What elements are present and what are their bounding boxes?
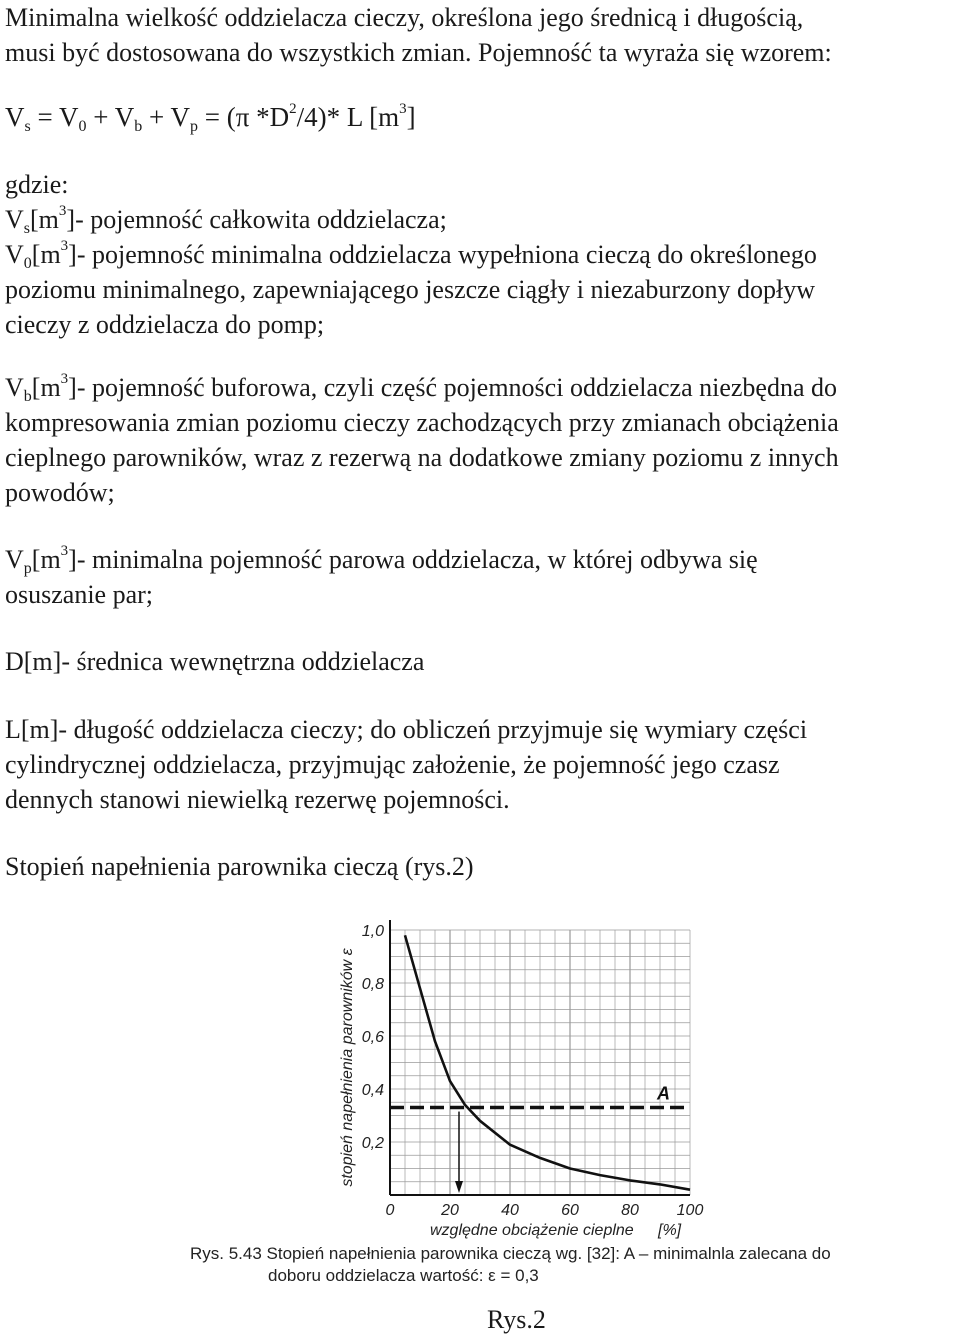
- intro-line-1: Minimalna wielkość oddzielacza cieczy, określona jego średnicą i długością,: [5, 3, 804, 32]
- def-vb: $V_b[m^3]-$ pojemność buforowa, czyli część pojemności oddzielacza niezbędna do kompresowania zmian poziomu cieczy zachodzących przy zmianach obciążenia cieplnego parowników, wraz z rezerwą na dodatkowe zmiany poziomu z innych powodów;: [5, 371, 839, 507]
- figure-label: Rys.2: [487, 1305, 546, 1334]
- def-vs: $V_s[m^3]-$ pojemność całkowita oddzielacza;: [5, 203, 447, 237]
- x-tick-label: 20: [441, 1202, 459, 1219]
- def-v0: $V_0[m^3]-$ pojemność minimalna oddzielacza wypełniona cieczą do określonego: [5, 238, 817, 272]
- arrow-head: [455, 1181, 463, 1193]
- y-tick-label: 0,8: [361, 976, 384, 993]
- x-tick-label: 60: [561, 1202, 579, 1219]
- figure-caption-line-2: doboru oddzielacza wartość: ε = 0,3: [268, 1266, 539, 1285]
- y-tick-label: 1,0: [361, 923, 384, 940]
- chart-grid: [390, 930, 690, 1195]
- x-tick-label: 40: [501, 1202, 519, 1219]
- def-d: D[m]- średnica wewnętrzna oddzielacza: [5, 647, 425, 676]
- x-tick-label: 100: [676, 1202, 704, 1219]
- y-tick-label: 0,4: [361, 1082, 384, 1099]
- section-title: Stopień napełnienia parownika cieczą (rys.2): [5, 852, 474, 881]
- x-tick-label: 0: [385, 1202, 395, 1219]
- y-axis-label: stopień napełnienia parowników ε: [339, 948, 356, 1187]
- gdzie-label: gdzie:: [5, 170, 69, 199]
- definitions-list: gdzie: $V_s[m^3]-$ pojemność całkowita oddzielacza; $V_0[m^3]-$ pojemność minimalna oddzielacza wypełniona cieczą do określonego poziomu minimalnego, zapewniającego jeszcze ciągły i niezaburzony dopływ cieczy z oddzielacza do pomp;: [5, 170, 817, 339]
- intro-paragraph: [5, 0, 957, 70]
- x-axis-label: względne obciążenie cieplne: [430, 1222, 634, 1239]
- y-tick-label: 0,2: [361, 1135, 384, 1152]
- threshold-label-a: A: [657, 1083, 670, 1104]
- fill-degree-chart: [180, 905, 740, 1245]
- def-l: L[m]- długość oddzielacza cieczy; do obliczeń przyjmuje się wymiary części cylindrycznej oddzielacza, przyjmując założenie, że pojemność jego czasz dennych stanowi niewielką rezerwę pojemności.: [5, 715, 808, 814]
- def-vp: $V_p[m^3]-$ minimalna pojemność parowa oddzielacza, w której odbywa się osuszanie par;: [5, 543, 758, 609]
- x-axis-unit: [%]: [658, 1222, 682, 1239]
- intro-line-2: musi być dostosowana do wszystkich zmian. Pojemność ta wyraża się wzorem:: [5, 38, 832, 67]
- x-tick-label: 80: [621, 1202, 639, 1219]
- volume-formula: $V_s = V_0 + V_b + V_p = (\pi$ $*D^2/4)*$ L $[m^3]$: [5, 101, 416, 135]
- y-tick-label: 0,6: [361, 1029, 384, 1046]
- figure-caption-line-1: Rys. 5.43 Stopień napełnienia parownika cieczą wg. [32]: A – minimalnla zalecana do: [190, 1244, 831, 1263]
